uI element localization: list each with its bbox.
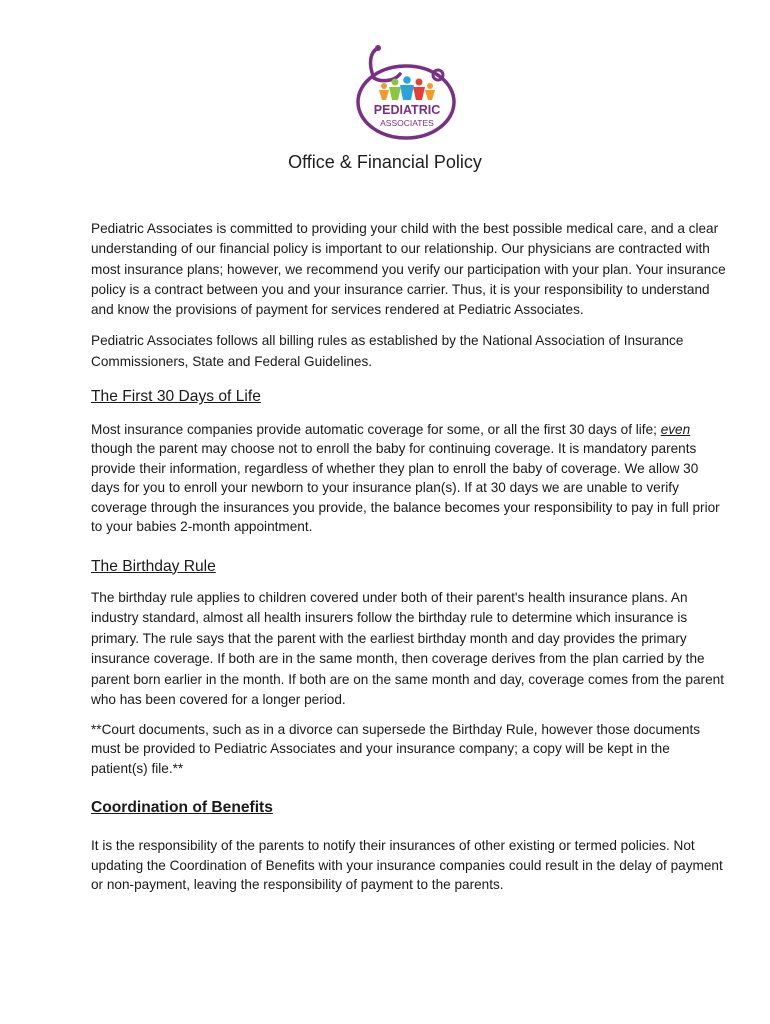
intro-paragraph: Pediatric Associates is committed to providing your child with the best possible medical care, and a clear understanding of our financial policy is important to our relationship. Our physicians are contracted with most insurance plans; however, we recommend you verify our participation with your plan. Your insurance policy is a contract between you and your insurance carrier. Thus, it is your responsibility to understand and know the provisions of payment for services rendered at Pediatric Associates.	[91, 221, 726, 318]
logo-wordmark: PEDIATRIC	[373, 103, 441, 117]
coordination-of-benefits-paragraph: It is the responsibility of the parents to notify their insurances of other existing or termed policies. Not updating the Coordination of Benefits with your insurance companies could result in the delay of payment or non-payment, leaving the responsibility of payment to the parents.	[91, 838, 723, 893]
pediatric-associates-logo	[354, 44, 460, 140]
first-30-days-paragraph	[91, 420, 727, 536]
birthday-rule-paragraph: The birthday rule applies to children covered under both of their parent's health insurance plans. An industry standard, almost all health insurers follow the birthday rule to determine which insurance is primary. The rule says that the parent with the earliest birthday month and day provides the primary insurance coverage. If both are in the same month, then coverage derives from the plan carried by the parent born earlier in the month. If both are on the same month and day, coverage comes from the parent who has been covered for a longer period.	[91, 589, 724, 708]
court-documents-note: **Court documents, such as in a divorce can supersede the Birthday Rule, however those documents must be provided to Pediatric Associates and your insurance company; a copy will be kept in the patient(s) file.**	[91, 722, 701, 776]
emphasis-even: even	[660, 422, 691, 438]
policy-body	[91, 219, 727, 895]
section-heading-birthday-rule: The Birthday Rule	[91, 557, 216, 575]
first-30-days-text-cont: though the parent may choose not to enroll the baby for continuing coverage. It is mandatory parents provide their information, regardless of whether they plan to enroll the baby of coverage. We allow 30 days for you to enroll your newborn to your insurance plan(s). If at 30 days we are unable to verify coverage through the insurances you provide, the balance becomes your responsibility to pay in full prior to your babies 2-month appointment.	[91, 441, 720, 535]
billing-rules-paragraph: Pediatric Associates follows all billing rules as established by the National Association of Insurance Commissioners, State and Federal Guidelines.	[91, 333, 684, 369]
section-heading-coordination-of-benefits: Coordination of Benefits	[91, 799, 273, 817]
stethoscope-logo-icon	[354, 44, 460, 140]
logo-subtitle: ASSOCIATES	[380, 118, 434, 128]
section-heading-first-30-days: The First 30 Days of Life	[91, 388, 261, 406]
first-30-days-text: Most insurance companies provide automatic coverage for some, or all the first 30 days of life;	[91, 422, 661, 438]
page-title: Office & Financial Policy	[288, 152, 482, 172]
